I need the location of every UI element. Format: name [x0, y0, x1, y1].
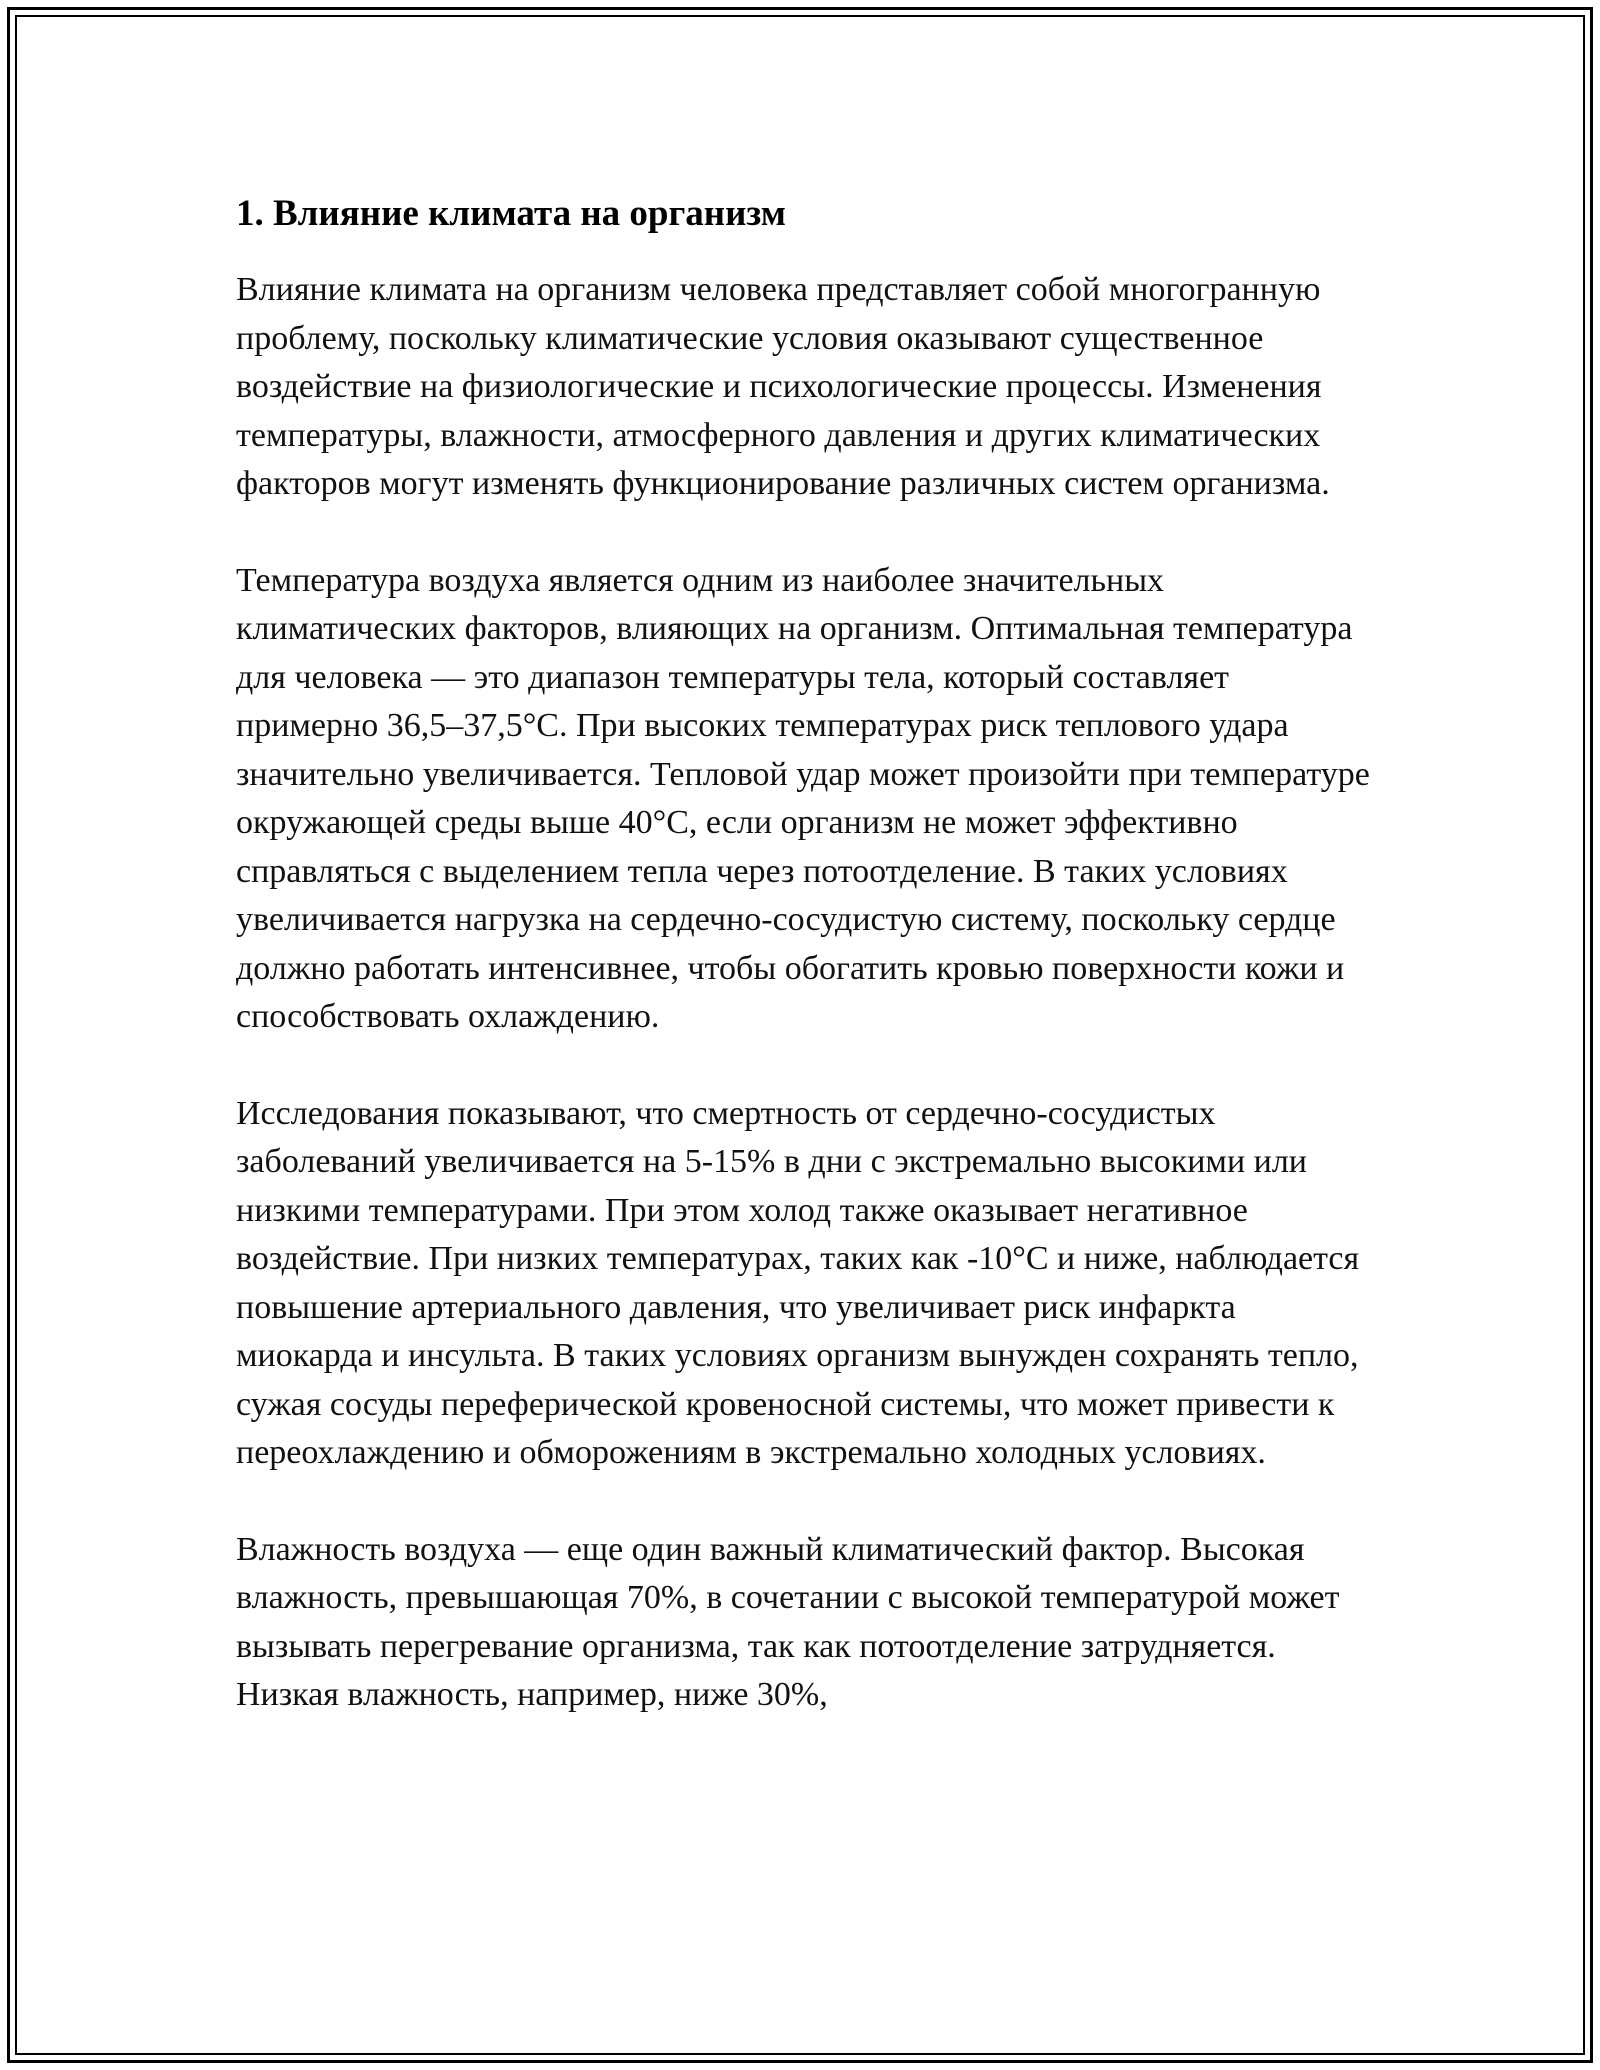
section-title: 1. Влияние климата на организм: [236, 193, 786, 234]
paragraph-mortality-research: Исследования показывают, что смертность от сердечно-сосудистых заболеваний увеличивается на 5-15% в дни с экстремально высокими или низкими температурами. При этом холод также оказывает негативное воздействие. При низких температурах, таких как -10°C и ниже, наблюдается повышение артериального давления, что увеличивает риск инфаркта миокарда и инсульта. В таких условиях организм вынужден сохранять тепло, сужая сосуды переферической кровеносной системы, что может привести к переохлаждению и обморожениям в экстремально холодных условиях.: [236, 1094, 1360, 1471]
paragraph-air-humidity: Влажность воздуха — еще один важный климатический фактор. Высокая влажность, превышающая 70%, в сочетании с высокой температурой может вызывать перегревание организма, так как потоотделение затрудняется. Низкая влажность, например, ниже 30%,: [236, 1530, 1340, 1713]
paragraph-air-temperature: Температура воздуха является одним из наиболее значительных климатических факторов, влияющих на организм. Оптимальная температура для человека — это диапазон температуры тела, который составляет примерно 36,5–37,5°C. При высоких температурах риск теплового удара значительно увеличивается. Тепловой удар может произойти при температуре окружающей среды выше 40°C, если организм не может эффективно справляться с выделением тепла через потоотделение. В таких условиях увеличивается нагрузка на сердечно-сосудистую систему, поскольку сердце должно работать интенсивнее, чтобы обогатить кровью поверхности кожи и способствовать охлаждению.: [236, 561, 1370, 1035]
document-body: [236, 188, 1376, 1768]
paragraph-climate-intro: Влияние климата на организм человека представляет собой многогранную проблему, поскольку климатические условия оказывают существенное воздействие на физиологические и психологические процессы. Изменения температуры, влажности, атмосферного давления и других климатических факторов могут изменять функционирование различных систем организма.: [236, 271, 1330, 502]
